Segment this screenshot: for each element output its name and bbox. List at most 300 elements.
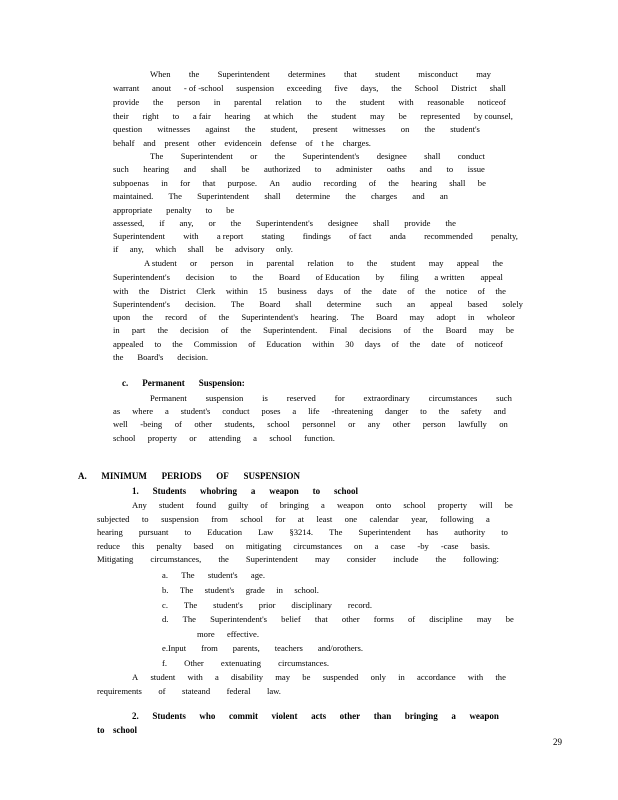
word: to — [154, 339, 162, 349]
word: violent — [271, 711, 298, 721]
word: Final — [329, 325, 348, 335]
word: oaths — [386, 164, 405, 174]
word: student — [158, 500, 184, 510]
word: a — [451, 711, 456, 721]
word: hearing — [411, 178, 437, 188]
word: a. — [162, 570, 168, 580]
word: any — [367, 419, 381, 429]
word: the — [274, 151, 286, 161]
word: prior — [258, 600, 276, 610]
word: reasonable — [427, 97, 465, 107]
word: the — [495, 672, 506, 682]
word: or — [208, 218, 216, 228]
word: the — [152, 97, 164, 107]
word: the — [142, 312, 153, 322]
word: based — [193, 541, 214, 551]
word: any, — [179, 218, 194, 228]
word: and — [493, 406, 506, 416]
word: year, — [411, 514, 428, 524]
word: shall — [489, 83, 506, 93]
word: be — [504, 500, 513, 510]
word: The — [168, 191, 182, 201]
word: to — [312, 486, 321, 496]
word: determine — [295, 191, 331, 201]
word: appropriate — [113, 205, 153, 215]
word: hearing — [97, 527, 123, 537]
word: decision — [185, 272, 215, 282]
word: record. — [347, 600, 372, 610]
word: penalty — [166, 205, 192, 215]
word: provide — [113, 97, 140, 107]
word: authority — [454, 527, 486, 537]
word: findings — [302, 231, 331, 241]
word: witnesses — [352, 124, 386, 134]
mitigating-list-line — [162, 658, 329, 669]
word: When — [150, 69, 171, 79]
word: only. — [276, 244, 293, 254]
word: The — [329, 527, 343, 537]
word: an — [407, 299, 416, 309]
word: Clerk — [196, 286, 216, 296]
word: within — [225, 286, 248, 296]
designee-conduct-line — [113, 205, 240, 216]
word: acts — [311, 711, 327, 721]
word: shall — [295, 299, 312, 309]
word: may — [476, 69, 491, 79]
weapon-heading-line — [132, 486, 358, 497]
word: conduct — [222, 406, 250, 416]
word: a fair — [192, 111, 211, 121]
word: a — [253, 433, 257, 443]
word: conduct — [457, 151, 485, 161]
weapon-body-line — [97, 527, 508, 538]
word: Education — [207, 527, 243, 537]
word: the — [188, 69, 200, 79]
word: of — [477, 286, 485, 296]
word: suspension — [205, 393, 244, 403]
word: date — [382, 286, 397, 296]
word: school — [113, 433, 136, 443]
permanent-suspension-line — [113, 433, 335, 444]
word: authorized — [263, 164, 301, 174]
word: District — [159, 286, 186, 296]
superintendent-hearing-line — [113, 97, 506, 108]
word: belief — [281, 614, 301, 624]
word: the — [422, 325, 434, 335]
mitigating-list-line — [162, 600, 372, 611]
word: charges. — [342, 138, 371, 148]
mitigating-list-line — [162, 614, 514, 625]
word: parental — [234, 97, 262, 107]
word: behalf — [113, 138, 135, 148]
word: upon — [113, 312, 131, 322]
word: shall — [187, 244, 204, 254]
word: whobring — [199, 486, 237, 496]
word: in — [398, 672, 405, 682]
word: that — [343, 69, 357, 79]
word: §3214. — [289, 527, 314, 537]
word: by counsel, — [473, 111, 513, 121]
designee-conduct-line — [113, 178, 486, 189]
word: the — [435, 554, 447, 564]
word: Education — [266, 339, 302, 349]
word: of — [391, 339, 399, 349]
word: student — [359, 97, 385, 107]
word: any, — [129, 244, 144, 254]
word: by — [375, 272, 385, 282]
word: right — [142, 111, 159, 121]
word: that — [314, 614, 328, 624]
word: federal — [226, 686, 251, 696]
word: subpoenas — [113, 178, 149, 188]
word: pursuant — [138, 527, 169, 537]
word: and — [419, 164, 432, 174]
word: if — [159, 218, 165, 228]
mitigating-list-line — [197, 629, 259, 640]
word: the — [252, 272, 264, 282]
word: that — [202, 178, 216, 188]
word: days — [364, 339, 381, 349]
disability-line — [132, 672, 506, 683]
word: be — [398, 111, 407, 121]
word: consider — [346, 554, 377, 564]
word: or — [189, 258, 198, 268]
word: person — [422, 419, 446, 429]
word: student's — [204, 585, 235, 595]
word: and — [183, 164, 197, 174]
word: days, — [360, 83, 379, 93]
word: or — [348, 419, 356, 429]
word: may — [428, 258, 444, 268]
word: life — [308, 406, 320, 416]
designee-conduct-line — [113, 244, 293, 255]
word: to — [172, 111, 180, 121]
word: determines — [287, 69, 326, 79]
weapon-body-line — [97, 541, 490, 552]
violent-acts-heading-line — [132, 711, 499, 722]
word: at which — [264, 111, 294, 121]
word: filing — [399, 272, 419, 282]
word: and — [143, 138, 156, 148]
word: to — [420, 406, 427, 416]
word: with — [398, 97, 414, 107]
word: suspension — [236, 83, 274, 93]
word: c. — [162, 600, 168, 610]
word: Board — [445, 325, 467, 335]
word: for — [334, 393, 345, 403]
appeal-line — [113, 325, 514, 336]
word: circumstances — [428, 393, 478, 403]
mitigating-list-line — [162, 585, 319, 596]
word: notice — [446, 286, 468, 296]
word: in — [276, 585, 283, 595]
word: hearing — [224, 111, 251, 121]
word: 2. — [132, 711, 139, 721]
word: school — [112, 725, 137, 735]
word: following: — [463, 554, 499, 564]
word: for — [275, 514, 286, 524]
word: more — [197, 629, 215, 639]
word: in — [246, 258, 254, 268]
word: other — [339, 711, 361, 721]
word: of — [368, 178, 376, 188]
word: - of -school — [183, 83, 224, 93]
word: well — [113, 419, 128, 429]
word: one — [344, 514, 358, 524]
word: the — [218, 312, 230, 322]
word: penalty — [156, 541, 182, 551]
designee-conduct-line — [113, 231, 518, 242]
word: student, — [270, 124, 298, 134]
word: School — [414, 83, 439, 93]
word: weapon — [469, 711, 499, 721]
word: has — [426, 527, 439, 537]
word: be — [215, 244, 224, 254]
word: of — [248, 339, 256, 349]
word: onto — [375, 500, 392, 510]
word: charges — [370, 191, 398, 201]
word: to — [205, 205, 213, 215]
word: on — [225, 541, 234, 551]
word: Superintendent's — [113, 272, 170, 282]
disability-line — [97, 686, 281, 697]
mitigating-list-line — [162, 643, 363, 654]
word: of fact — [349, 231, 372, 241]
word: -case — [440, 541, 459, 551]
word: anout — [152, 83, 172, 93]
word: school — [333, 486, 358, 496]
word: Board — [376, 312, 398, 322]
weapon-body-line — [97, 514, 490, 525]
word: The — [181, 570, 195, 580]
word: student's — [207, 570, 238, 580]
word: stating — [261, 231, 285, 241]
permanent-suspension-line — [113, 406, 506, 417]
word: Board's — [137, 352, 164, 362]
word: the — [240, 325, 251, 335]
word: c. — [122, 378, 129, 388]
weapon-body-line — [132, 500, 513, 511]
word: days — [317, 286, 334, 296]
word: law. — [266, 686, 281, 696]
word: of — [305, 138, 313, 148]
word: of — [407, 286, 415, 296]
word: Superintendent — [358, 527, 411, 537]
word: to — [346, 258, 354, 268]
word: the — [335, 97, 347, 107]
word: student's — [180, 406, 211, 416]
word: mitigating — [245, 541, 282, 551]
word: their — [113, 111, 129, 121]
word: Permanent — [142, 378, 185, 388]
permanent-suspension-line — [150, 393, 512, 404]
word: the — [138, 286, 150, 296]
word: An — [269, 178, 280, 188]
word: designee — [376, 151, 407, 161]
word: include — [393, 554, 419, 564]
word: a — [250, 486, 256, 496]
word: the — [438, 406, 450, 416]
word: Superintendent's — [241, 312, 299, 322]
word: students, — [224, 419, 255, 429]
word: a — [374, 541, 379, 551]
word: personnel — [302, 419, 336, 429]
word: Superintendent. — [263, 325, 318, 335]
weapon-body-line — [97, 554, 499, 565]
word: Superintendent — [180, 151, 233, 161]
word: anda — [389, 231, 406, 241]
word: audio — [292, 178, 312, 188]
word: 15 — [258, 286, 268, 296]
word: least — [316, 514, 333, 524]
word: a — [321, 500, 325, 510]
word: other — [392, 419, 411, 429]
word: to — [314, 164, 322, 174]
word: penalty, — [491, 231, 518, 241]
word: forms — [373, 614, 394, 624]
word: be — [505, 325, 514, 335]
word: f. — [162, 658, 168, 668]
word: of — [260, 500, 268, 510]
word: may — [409, 312, 425, 322]
word: Commission — [193, 339, 238, 349]
word: Suspension: — [198, 378, 245, 388]
word: to — [446, 164, 454, 174]
word: the — [495, 286, 506, 296]
word: may — [275, 672, 291, 682]
word: The — [182, 614, 196, 624]
word: determine — [326, 299, 362, 309]
word: record — [165, 312, 188, 322]
word: to — [97, 725, 105, 735]
word: shall — [210, 164, 227, 174]
word: discipline — [429, 614, 463, 624]
word: effective. — [226, 629, 259, 639]
word: of — [456, 339, 464, 349]
designee-conduct-line — [113, 164, 485, 175]
word: the — [230, 218, 242, 228]
word: issue — [467, 164, 485, 174]
word: Students — [152, 486, 187, 496]
word: noticeof — [474, 339, 503, 349]
word: as — [113, 406, 121, 416]
word: where — [132, 406, 154, 416]
word: teachers — [274, 643, 303, 653]
word: student — [390, 258, 416, 268]
word: subjected — [97, 514, 130, 524]
word: The — [150, 151, 164, 161]
word: from — [211, 514, 228, 524]
word: case — [390, 541, 406, 551]
word: parental — [266, 258, 295, 268]
word: suspended — [322, 672, 359, 682]
word: appeal — [430, 299, 453, 309]
word: b. — [162, 585, 169, 595]
word: property — [437, 500, 468, 510]
word: in — [467, 312, 475, 322]
word: of — [174, 419, 182, 429]
word: may — [315, 554, 330, 564]
word: Permanent — [150, 393, 187, 403]
appeal-line — [113, 272, 503, 283]
word: within — [312, 339, 335, 349]
word: extraordinary — [363, 393, 410, 403]
word: of — [158, 686, 166, 696]
word: for — [180, 178, 191, 188]
word: 30 — [345, 339, 354, 349]
word: decision. — [177, 352, 208, 362]
word: person — [177, 97, 201, 107]
word: on — [499, 419, 508, 429]
word: be — [505, 614, 514, 624]
word: and/orothers. — [317, 643, 363, 653]
word: of — [403, 325, 411, 335]
word: may — [478, 325, 494, 335]
word: other — [341, 614, 360, 624]
word: purpose. — [227, 178, 258, 188]
word: will — [479, 500, 493, 510]
word: District — [451, 83, 477, 93]
word: defense — [270, 138, 297, 148]
word: 1. — [132, 486, 139, 496]
word: decisions — [359, 325, 392, 335]
word: Students — [152, 711, 186, 721]
word: business — [277, 286, 307, 296]
word: to — [315, 97, 323, 107]
word: Superintendent — [197, 191, 250, 201]
word: misconduct — [418, 69, 458, 79]
violent-acts-heading-line — [97, 725, 137, 736]
word: on — [400, 124, 410, 134]
word: Mitigating — [97, 554, 134, 564]
word: Superintendent — [217, 69, 270, 79]
word: requirements — [97, 686, 142, 696]
word: Superintendent's — [210, 614, 268, 624]
designee-conduct-line — [113, 191, 448, 202]
word: bringing — [404, 711, 438, 721]
word: may — [370, 111, 385, 121]
word: The — [183, 600, 198, 610]
word: weapon — [269, 486, 299, 496]
designee-conduct-line — [150, 151, 485, 162]
word: maintained. — [113, 191, 154, 201]
mitigating-list-line — [162, 570, 265, 581]
word: hearing — [143, 164, 170, 174]
word: The — [230, 299, 245, 309]
word: be — [226, 205, 235, 215]
word: safety — [461, 406, 482, 416]
word: administer — [336, 164, 373, 174]
word: to — [230, 272, 237, 282]
word: Any — [132, 500, 147, 510]
permanent-suspension-line — [113, 419, 508, 430]
word: decision. — [185, 299, 216, 309]
word: Law — [258, 527, 274, 537]
word: be — [241, 164, 250, 174]
word: five — [334, 83, 348, 93]
word: present — [164, 138, 190, 148]
word: Other — [184, 658, 204, 668]
word: provide — [404, 218, 431, 228]
word: be — [302, 672, 311, 682]
word: PERIODS — [161, 471, 202, 481]
word: the — [307, 111, 318, 121]
word: person — [210, 258, 234, 268]
word: a — [214, 672, 219, 682]
word: is — [262, 393, 268, 403]
word: circumstances, — [150, 554, 202, 564]
appeal-line — [113, 339, 503, 350]
